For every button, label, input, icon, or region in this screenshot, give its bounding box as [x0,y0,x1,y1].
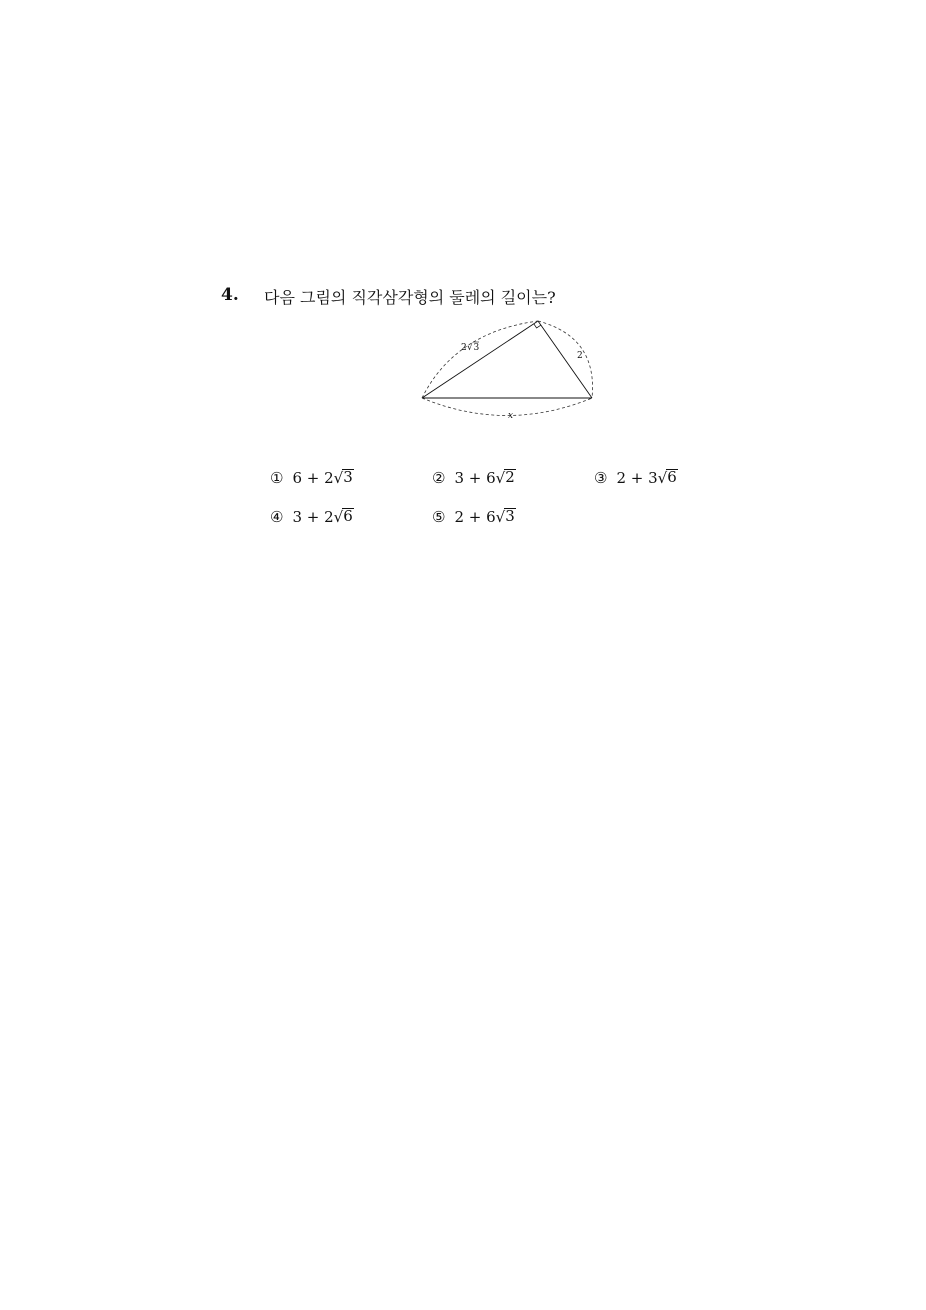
question-text: 다음 그림의 직각삼각형의 둘레의 길이는? [264,288,556,307]
choice-5[interactable] [432,508,516,526]
choice-marker: ⑤ [432,508,446,526]
choice-radicand: 3 [505,507,515,526]
sqrt-symbol: √ 6 [657,468,677,487]
question-number: 4. [221,285,239,305]
sqrt-symbol: √ 3 [333,468,353,487]
sqrt-symbol: √ 6 [333,507,353,526]
triangle-side-left [422,321,538,398]
choice-marker: ③ [594,469,608,487]
choice-marker: ④ [270,508,284,526]
label-left-radical: √ [467,343,473,353]
right-angle-mark [534,324,541,328]
choice-expression: 6 + 2 [292,469,334,487]
choice-2[interactable] [432,469,516,487]
choice-expression: 3 + 6 [454,469,496,487]
choice-radicand: 3 [343,468,353,487]
choice-expression: 3 + 2 [292,508,334,526]
right-triangle-figure [410,312,610,427]
arc-bottom [422,398,592,416]
choice-expression: 2 + 6 [454,508,496,526]
choice-1[interactable] [270,469,354,487]
label-left-radicand: 3 [473,343,480,353]
choice-4[interactable] [270,508,354,526]
sqrt-symbol: √ 3 [495,507,515,526]
sqrt-symbol: √ 2 [495,468,515,487]
label-bottom: x [508,411,514,421]
choice-expression: 2 + 3 [616,469,658,487]
choice-marker: ① [270,469,284,487]
choice-marker: ② [432,469,446,487]
choice-3[interactable] [594,469,678,487]
choice-radicand: 6 [343,507,353,526]
label-right: 2 [577,351,583,361]
choice-radicand: 2 [505,468,515,487]
label-left-coef: 2 [461,343,467,353]
choice-radicand: 6 [667,468,677,487]
